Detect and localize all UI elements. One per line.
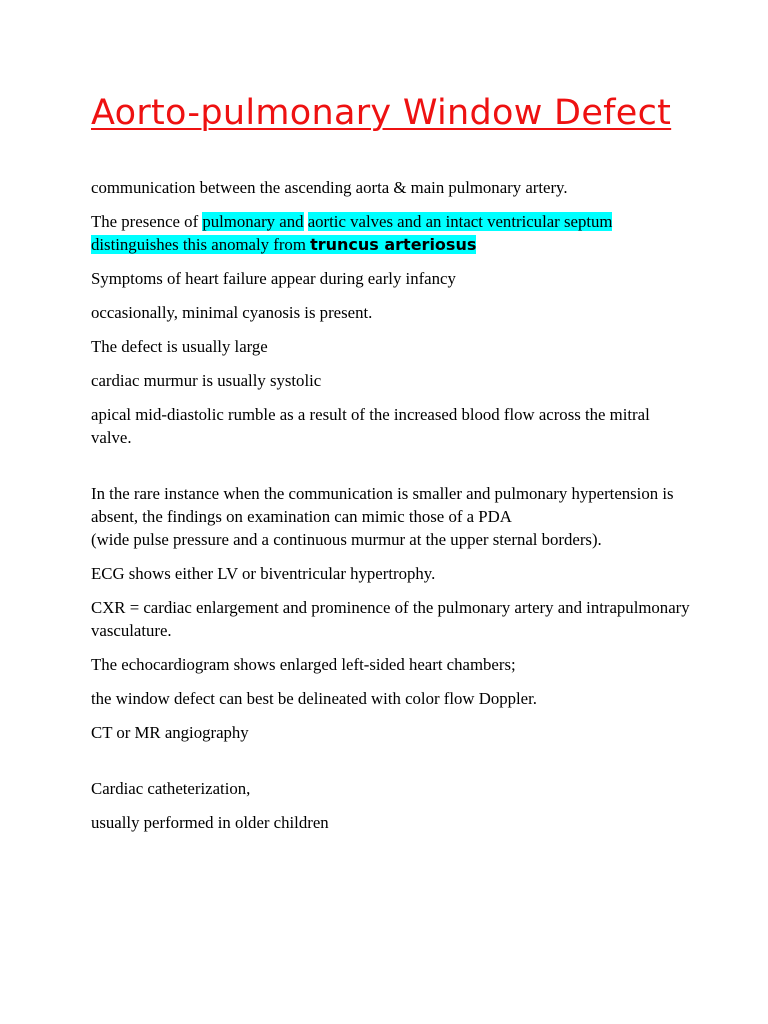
paragraph-cyanosis: occasionally, minimal cyanosis is present. <box>91 303 373 322</box>
paragraph-rumble: apical mid-diastolic rumble as a result of the increased blood flow across the mitral valve. <box>91 405 650 447</box>
spacer <box>91 460 691 482</box>
paragraph-rare-instance: In the rare instance when the communication is smaller and pulmonary hypertension is absent, the findings on examination can mimic those of a PDA <box>91 484 674 526</box>
paragraph-ecg: ECG shows either LV or biventricular hypertrophy. <box>91 564 436 583</box>
distinction-prefix: The presence of <box>91 212 203 231</box>
paragraph-catheterization: Cardiac catheterization, <box>91 779 251 798</box>
paragraph-defect-size: The defect is usually large <box>91 337 268 356</box>
spacer <box>91 755 691 777</box>
highlight-valves-text: aortic valves and an intact ventricular septum distinguishes this anomaly from <box>91 212 613 254</box>
paragraph-symptoms: Symptoms of heart failure appear during early infancy <box>91 269 456 288</box>
paragraph-distinction <box>91 210 691 256</box>
document-page <box>91 90 691 845</box>
paragraph-definition: communication between the ascending aorta & main pulmonary artery. <box>91 178 568 197</box>
paragraph-ct-mr: CT or MR angiography <box>91 723 249 742</box>
paragraph-older-children: usually performed in older children <box>91 813 329 832</box>
document-title: Aorto-pulmonary Window Defect <box>91 93 672 133</box>
paragraph-pda-findings: (wide pulse pressure and a continuous murmur at the upper sternal borders). <box>91 530 602 549</box>
paragraph-cxr: CXR = cardiac enlargement and prominence of the pulmonary artery and intrapulmonary vasculature. <box>91 598 690 640</box>
truncus-arteriosus-term: truncus arteriosus <box>310 235 477 254</box>
paragraph-murmur: cardiac murmur is usually systolic <box>91 371 322 390</box>
paragraph-echo: The echocardiogram shows enlarged left-sided heart chambers; <box>91 655 516 674</box>
highlight-pulmonary: pulmonary and <box>202 212 304 231</box>
paragraph-doppler: the window defect can best be delineated with color flow Doppler. <box>91 689 537 708</box>
